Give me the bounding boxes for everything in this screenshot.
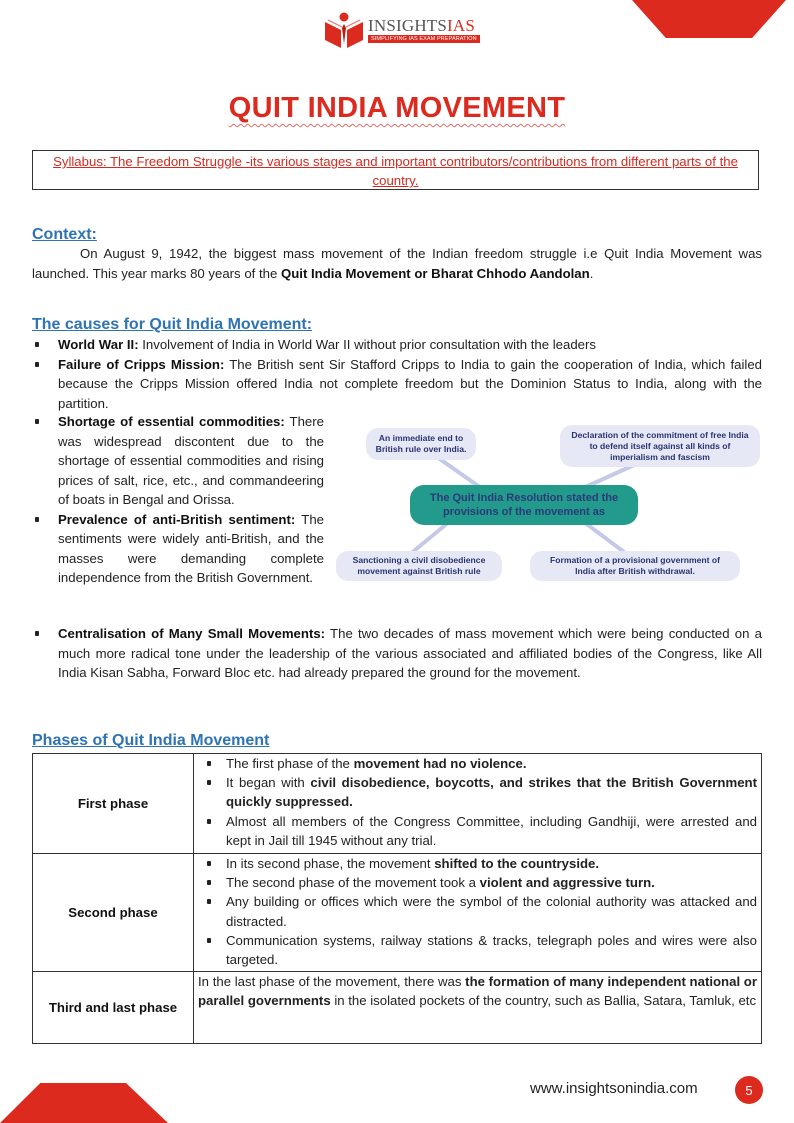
phase-text: In the last phase of the movement, there was <box>198 974 466 989</box>
context-text-end: . <box>589 265 594 281</box>
phases-heading: Phases of Quit India Movement <box>32 732 270 749</box>
phase-name-cell: Third and last phase <box>33 972 194 1044</box>
cause-item <box>32 624 762 683</box>
bullet-bold: movement had no violence. <box>353 756 527 771</box>
phase-bullet <box>198 931 757 969</box>
diagram-node-declaration: Declaration of the commitment of free India to defend itself against all kinds of imperialism and fascism <box>560 425 760 467</box>
cause-label: Centralisation of Many Small Movements: <box>58 626 326 641</box>
logo-tagline: SIMPLIFYING IAS EXAM PREPARATION <box>368 35 480 43</box>
cause-label: Shortage of essential commodities: <box>58 414 285 429</box>
phase-name-cell: Second phase <box>33 854 194 972</box>
cause-text: Involvement of India in World War II without prior consultation with the leaders <box>138 337 596 352</box>
cause-item <box>32 412 324 510</box>
cause-label: Failure of Cripps Mission: <box>58 356 225 372</box>
context-bold-text: Quit India Movement or Bharat Chhodo Aandolan <box>280 265 590 281</box>
phase-text-end: in the isolated pockets of the country, such as Ballia, Satara, Tamluk, etc <box>330 993 757 1009</box>
causes-list-left <box>32 412 324 588</box>
bullet-text: It began with <box>226 775 311 791</box>
phase-body-cell <box>194 854 762 972</box>
bullet-text: Almost all members of the Congress Committee, including Gandhiji, were arrested and kept in Jail till 1945 without any trial. <box>226 813 757 848</box>
causes-heading: The causes for Quit India Movement: <box>32 316 313 333</box>
phase-bullet <box>198 854 757 873</box>
bullet-text: The first phase of the <box>226 756 354 771</box>
phase-bullet <box>198 754 757 773</box>
insightsias-logo <box>322 8 480 52</box>
diagram-node-immediate-end: An immediate end to British rule over India. <box>366 428 476 460</box>
bullet-text: In its second phase, the movement <box>226 856 435 871</box>
phase-name-cell: First phase <box>33 754 194 854</box>
table-row <box>33 854 762 972</box>
phase-bullet <box>198 873 757 892</box>
phases-table <box>32 753 762 1044</box>
page-title: QUIT INDIA MOVEMENT <box>228 92 566 124</box>
cause-text: The sentiments were widely anti-British, and the masses were demanding complete independence from the British Government. <box>58 511 325 585</box>
cause-text: The British sent Sir Stafford Cripps to India to gain the cooperation of India, which failed because the Cripps Mission offered India not complete freedom but the Dominion Status to India, along with the partition. <box>58 356 762 411</box>
bullet-bold: shifted to the countryside. <box>434 856 600 871</box>
phase-body-cell <box>194 972 762 1044</box>
diagram-node-provisional-government: Formation of a provisional government of India after British withdrawal. <box>530 551 740 581</box>
cause-item <box>32 355 762 414</box>
context-text: On August 9, 1942, the biggest mass movement of the Indian freedom struggle i.e Quit India Movement was launched. This year marks 80 years of the <box>32 246 762 281</box>
cause-text: The two decades of mass movement which were being conducted on a much more radical tone under the leadership of the various associated and affiliated bodies of the Congress, like All India Kisan Sabha, Forward Bloc etc. had already prepared the ground for the movement. <box>58 626 762 680</box>
logo-name-prefix: INSIGHTS <box>368 16 448 35</box>
phase-bullet <box>198 812 757 850</box>
resolution-mind-map <box>334 420 764 590</box>
phase-bullet <box>198 773 757 811</box>
page-number-badge: 5 <box>735 1076 763 1104</box>
context-paragraph <box>32 244 762 283</box>
bullet-text: Any building or offices which were the symbol of the colonial authority was attacked and distracted. <box>226 894 757 929</box>
phase-bold-text: the formation of many independent national or parallel governments <box>198 974 757 1009</box>
diagram-node-civil-disobedience: Sanctioning a civil disobedience movement against British rule <box>336 551 502 581</box>
phase-bullet <box>198 892 757 930</box>
footer-website-link[interactable]: www.insightsonindia.com <box>530 1080 698 1097</box>
phase-body-cell <box>194 754 762 854</box>
diagram-center-node: The Quit India Resolution stated the provisions of the movement as <box>410 485 638 525</box>
bullet-text: Communication systems, railway stations & tracks, telegraph poles and wires were also targeted. <box>226 932 757 968</box>
cause-label: World War II: <box>58 337 139 352</box>
bullet-bold: civil disobedience, boycotts, and strikes that the British Government quickly suppressed. <box>226 775 757 810</box>
bullet-bold: violent and aggressive turn. <box>479 875 655 891</box>
table-row <box>33 972 762 1044</box>
cause-item <box>32 510 324 588</box>
logo-name-suffix: IAS <box>447 16 476 35</box>
causes-list-top <box>32 335 762 413</box>
syllabus-box: Syllabus: The Freedom Struggle -its various stages and important contributors/contributions from different parts of the country. <box>32 150 759 190</box>
bottom-left-decorative-banner <box>0 1083 168 1123</box>
cause-label: Prevalence of anti-British sentiment: <box>58 511 296 527</box>
cause-text: There was widespread discontent due to the shortage of essential commodities and rising prices of salt, rice, etc., and commandeering of boats in Bengal and Orissa. <box>58 414 324 507</box>
top-right-decorative-banner <box>632 0 786 38</box>
cause-item <box>32 335 762 355</box>
bullet-text: The second phase of the movement took a <box>226 875 480 891</box>
causes-list-bottom <box>32 624 762 683</box>
context-heading: Context: <box>32 226 97 243</box>
open-book-person-icon <box>322 8 366 52</box>
table-row <box>33 754 762 854</box>
